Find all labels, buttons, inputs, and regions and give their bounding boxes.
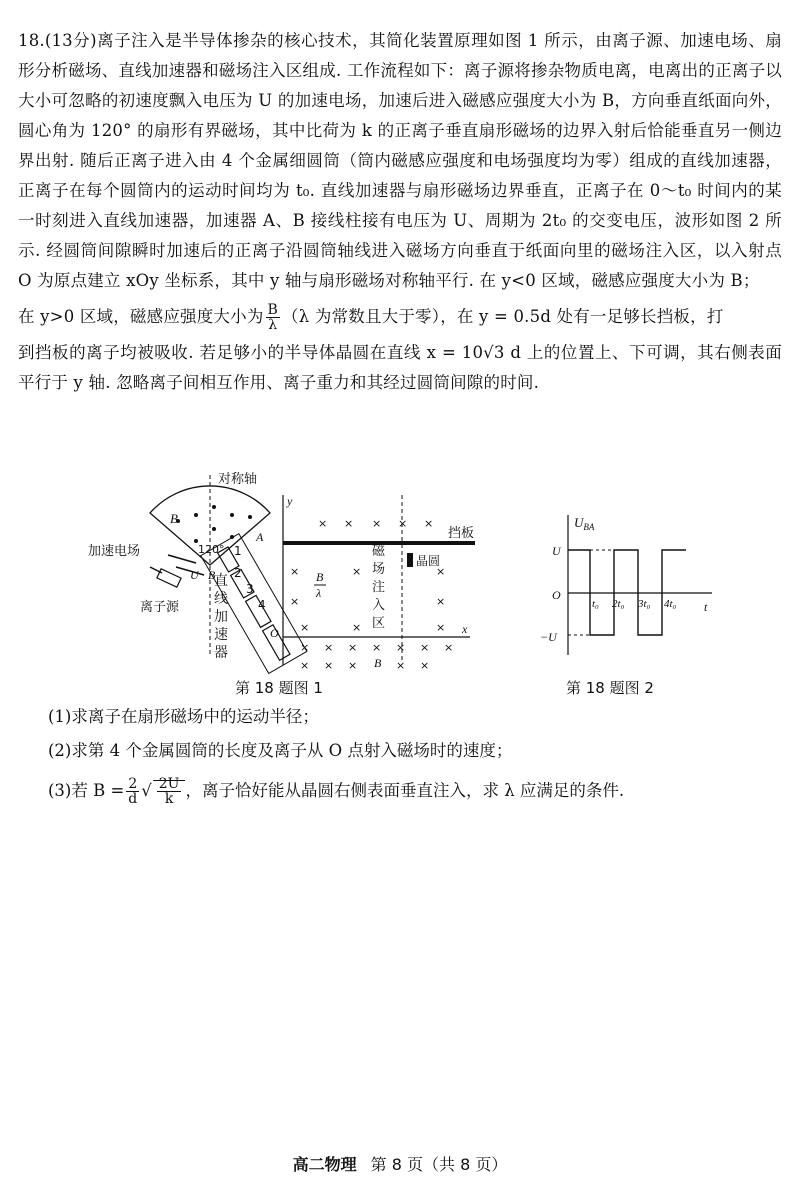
svg-text:×: × bbox=[398, 517, 408, 530]
question-1: (1)求离子在扇形磁场中的运动半径； bbox=[48, 707, 319, 726]
svg-text:×: × bbox=[344, 517, 354, 530]
svg-text:×: × bbox=[436, 595, 446, 608]
svg-text:入: 入 bbox=[372, 598, 386, 613]
linac-label bbox=[214, 573, 228, 661]
svg-text:×: × bbox=[420, 641, 430, 654]
svg-text:直: 直 bbox=[214, 573, 228, 589]
svg-text:×: × bbox=[324, 641, 334, 654]
tube-1-label: 1 bbox=[234, 544, 242, 558]
svg-text:×: × bbox=[436, 565, 446, 578]
symmetry-axis-label: 对称轴 bbox=[218, 472, 258, 487]
zone-label bbox=[372, 544, 386, 631]
problem-number: 18. bbox=[18, 31, 45, 50]
question-3-text-b: ，离子恰好能从晶圆右侧表面垂直注入，求 λ 应满足的条件. bbox=[185, 781, 625, 800]
svg-text:×: × bbox=[372, 517, 382, 530]
tube-4-label: 4 bbox=[258, 598, 266, 612]
problem-text-2b: （λ 为常数且大于零），在 y = 0.5d 处有一足够长挡板，打 bbox=[282, 307, 724, 326]
svg-text:场: 场 bbox=[372, 562, 386, 577]
svg-text:磁: 磁 bbox=[372, 544, 386, 559]
figure-2-caption: 第 18 题图 2 bbox=[566, 679, 654, 697]
ion-source-icon bbox=[150, 567, 181, 587]
angle-label: 120° bbox=[198, 543, 225, 556]
tube-3-label: 3 bbox=[246, 582, 254, 596]
fig2-pos-label: U bbox=[552, 544, 561, 558]
question-2: (2)求第 4 个金属圆筒的长度及离子从 O 点射入磁场时的速度； bbox=[48, 741, 513, 760]
svg-text:×: × bbox=[424, 517, 434, 530]
fig2-tick-1: t₀ bbox=[592, 598, 599, 610]
fig2-x-label: t bbox=[704, 600, 708, 614]
y-axis-label: y bbox=[287, 494, 293, 508]
terminal-A-label: A bbox=[256, 530, 264, 544]
q3-sqrt: $\frac{2U}{k}$ bbox=[153, 780, 186, 800]
upper-field-den: λ bbox=[316, 586, 322, 600]
q3-fraction: $\frac{2}{d}$ bbox=[128, 776, 138, 807]
problem-paragraph-2 bbox=[18, 302, 782, 332]
ion-source-label: 离子源 bbox=[140, 600, 180, 615]
problem-text-1: 离子注入是半导体掺杂的核心技术，其简化装置原理如图 1 所示，由离子源、加速电场、扇形分析磁场、直线加速器和磁场注入区组成. 工作流程如下：离子源将掺杂物质电离，电离出的正离子以大小可忽略的初速度飘入电压为 U 的加速电场，加速后进入磁感应强度大小为 B，方向垂直纸面向外，圆心角为 120° 的扇形有界磁场，其中比荷为 k 的正离子垂直扇形磁场的边界入射后恰能垂直另一侧边界出射. 随后正离子进入由 4 个金属细圆筒（筒内磁感应强度和电场强度均为零）组成的直线加速器，正离子在每个圆筒内的运动时间均为 t₀. 直线加速器与扇形磁场边界垂直，正离子在 0～t₀ 时间内的某一时刻进入直线加速器，加速器 A、B 接线柱接有电压为 U、周期为 2t₀ 的交变电压，波形如图 2 所示. 经圆筒间隙瞬时加速后的正离子沿圆筒轴线进入磁场方向垂直于纸面向里的磁场注入区，以入射点 O 为原点建立 xOy 坐标系，其中 y 轴与扇形磁场对称轴平行. 在 y<0 区域，磁感应强度大小为 B； bbox=[18, 31, 783, 290]
fig2-neg-label: −U bbox=[540, 630, 557, 644]
svg-text:×: × bbox=[300, 641, 310, 654]
svg-text:×: × bbox=[348, 641, 358, 654]
svg-text:注: 注 bbox=[372, 580, 386, 595]
problem-paragraph-3 bbox=[18, 338, 782, 398]
figure-1-diagram bbox=[0, 455, 800, 705]
svg-text:×: × bbox=[290, 595, 300, 608]
figure-2-graph bbox=[540, 515, 712, 655]
field-fraction bbox=[266, 303, 281, 332]
svg-text:×: × bbox=[318, 517, 328, 530]
problem-18 bbox=[18, 26, 782, 398]
svg-text:×: × bbox=[420, 659, 430, 672]
svg-text:×: × bbox=[372, 641, 382, 654]
fig2-tick-4: 4t₀ bbox=[664, 598, 677, 610]
svg-text:×: × bbox=[444, 641, 454, 654]
lower-field-label: B bbox=[374, 656, 382, 670]
problem-text-2a: 在 y>0 区域，磁感应强度大小为 bbox=[18, 307, 264, 326]
svg-text:区: 区 bbox=[372, 616, 386, 631]
problem-paragraph-1 bbox=[18, 26, 782, 296]
wafer-label: 晶圆 bbox=[416, 554, 441, 568]
fig2-origin-label: O bbox=[552, 588, 561, 602]
footer-page: 第 8 页（共 8 页） bbox=[370, 1155, 508, 1174]
svg-text:×: × bbox=[396, 659, 406, 672]
origin-label: O bbox=[270, 626, 279, 640]
svg-text:×: × bbox=[352, 621, 362, 634]
baffle-label: 挡板 bbox=[448, 526, 475, 541]
svg-text:×: × bbox=[396, 641, 406, 654]
svg-text:×: × bbox=[324, 659, 334, 672]
x-axis-label: x bbox=[462, 622, 468, 636]
sector-B-label: B bbox=[170, 511, 178, 526]
svg-text:加: 加 bbox=[214, 609, 228, 625]
terminal-B-label: B bbox=[208, 568, 216, 582]
svg-text:×: × bbox=[300, 621, 310, 634]
question-3-text-a: (3)若 B = bbox=[48, 781, 125, 800]
page-footer bbox=[0, 1152, 800, 1175]
svg-text:×: × bbox=[300, 659, 310, 672]
svg-text:×: × bbox=[352, 565, 362, 578]
fig2-tick-3: 3t₀ bbox=[638, 598, 651, 610]
questions bbox=[48, 700, 768, 808]
fig2-tick-2: 2t₀ bbox=[612, 598, 625, 610]
accel-field-label: 加速电场 bbox=[88, 544, 141, 559]
tube-2-label: 2 bbox=[234, 566, 242, 580]
svg-text:×: × bbox=[436, 621, 446, 634]
fraction-denominator: λ bbox=[268, 317, 278, 333]
svg-text:速: 速 bbox=[214, 627, 228, 643]
svg-text:线: 线 bbox=[214, 591, 228, 607]
fig2-y-label: $U_{BA}$ bbox=[574, 515, 595, 532]
question-3: (3)若 B = $\frac{2}{d}$ √ $\frac{2U}{k}$ ，离子恰好能从晶圆右侧表面垂直注入，求 λ 应满足的条件. bbox=[48, 776, 625, 807]
upper-field-num: B bbox=[316, 570, 324, 584]
figures bbox=[0, 455, 800, 705]
problem-text-3: 到挡板的离子均被吸收. 若足够小的半导体晶圆在直线 x = 10√3 d 上的位置上、下可调，其右侧表面平行于 y 轴. 忽略离子间相互作用、离子重力和其经过圆筒间隙的时间. bbox=[18, 343, 782, 392]
footer-subject: 高二物理 bbox=[292, 1155, 357, 1174]
svg-text:×: × bbox=[290, 565, 300, 578]
problem-score: (13分) bbox=[44, 31, 97, 50]
svg-text:器: 器 bbox=[214, 645, 228, 661]
fraction-numerator: B bbox=[267, 302, 279, 318]
wafer bbox=[407, 553, 413, 567]
figure-1-caption: 第 18 题图 1 bbox=[235, 679, 323, 697]
voltage-U-label: U bbox=[190, 568, 199, 582]
svg-text:×: × bbox=[348, 659, 358, 672]
